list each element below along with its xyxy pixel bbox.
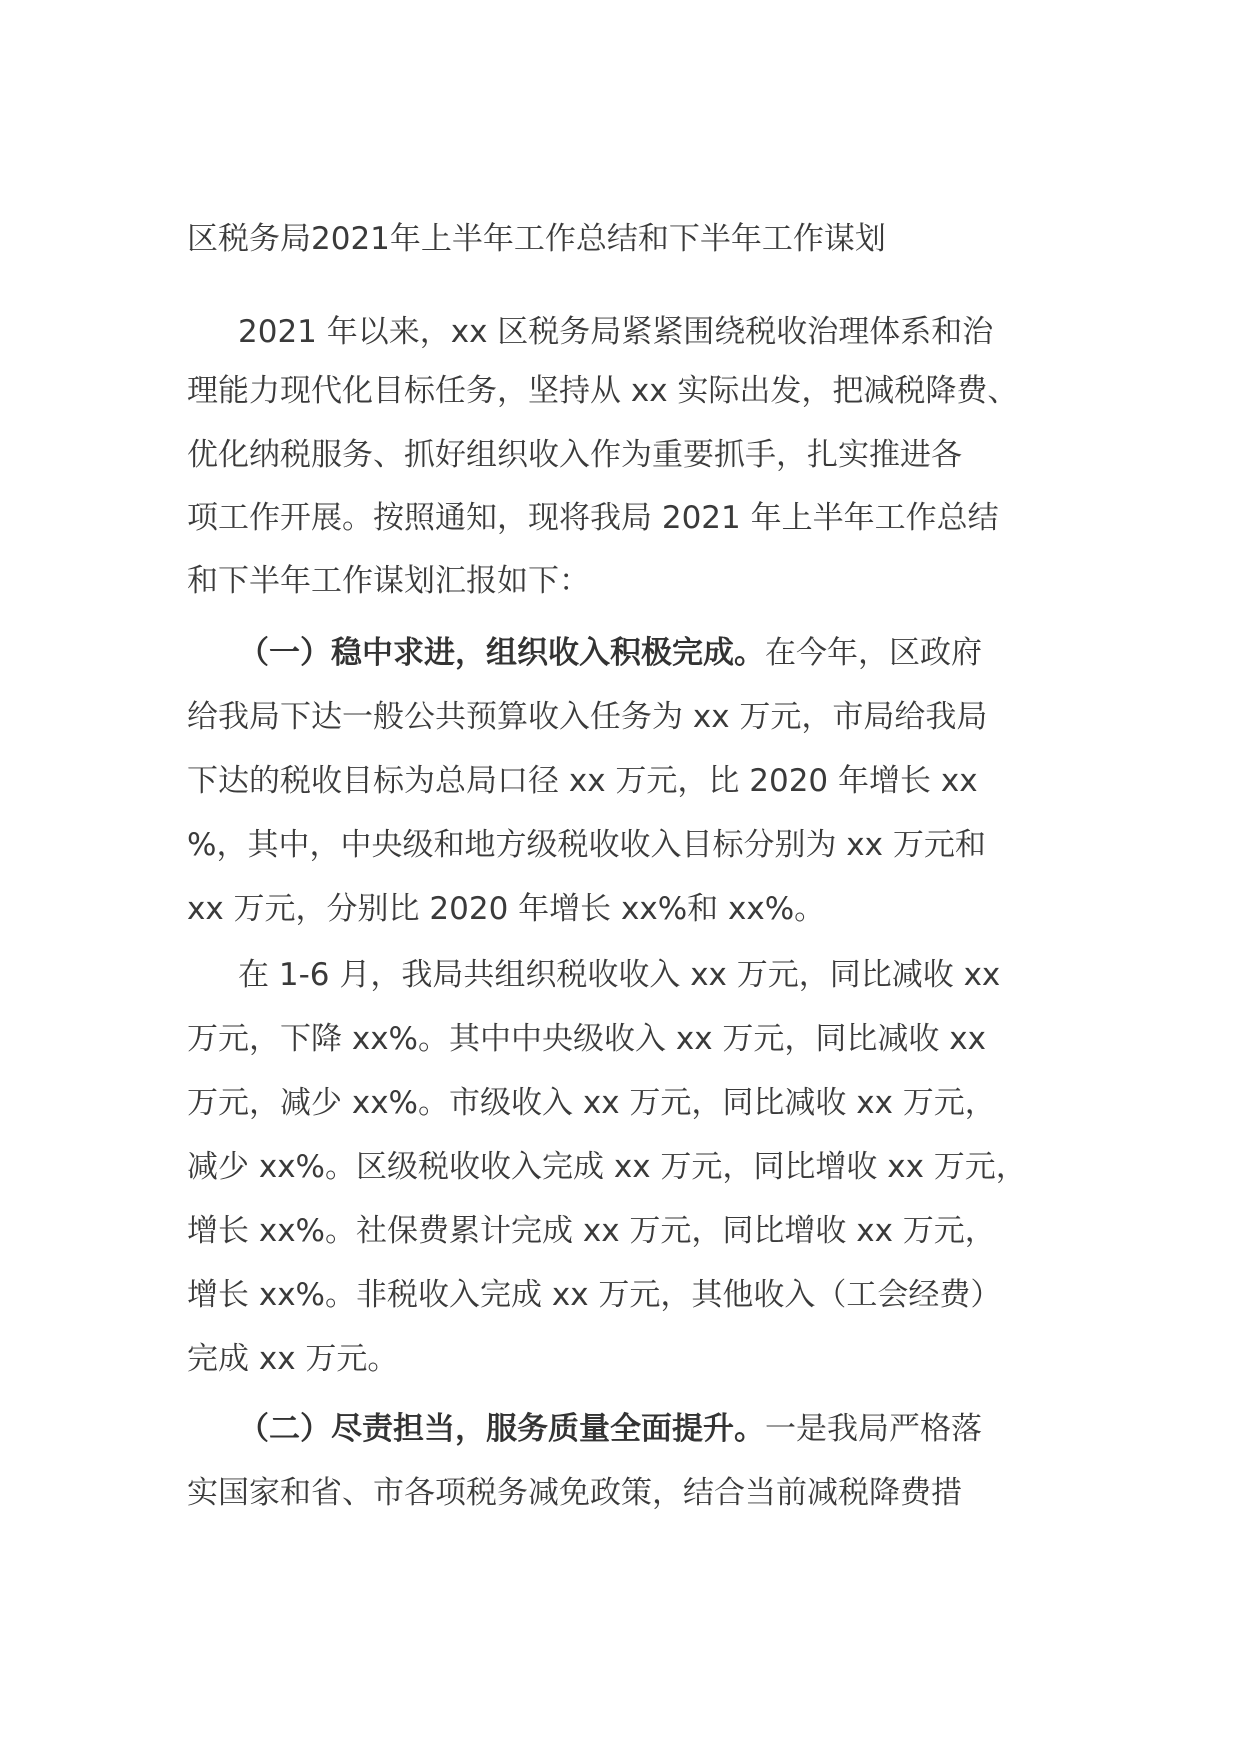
- section-1-heading: （一）稳中求进，组织收入积极完成。: [238, 635, 765, 671]
- intro-line-5: 和下半年工作谋划汇报如下：: [187, 563, 590, 599]
- paragraph-2-line-6: 增长 xx%。非税收入完成 xx 万元，其他收入（工会经费）: [187, 1277, 1002, 1313]
- section-1-line-5: xx 万元，分别比 2020 年增长 xx%和 xx%。: [187, 891, 826, 927]
- section-1-line-2: 给我局下达一般公共预算收入任务为 xx 万元，市局给我局: [187, 699, 988, 735]
- section-1-line-4: %，其中，中央级和地方级税收收入目标分别为 xx 万元和: [187, 827, 986, 863]
- intro-line-2: 理能力现代化目标任务，坚持从 xx 实际出发，把减税降费、: [187, 373, 1019, 409]
- section-2-line-2: 实国家和省、市各项税务减免政策，结合当前减税降费措: [187, 1475, 962, 1511]
- paragraph-2-line-4: 减少 xx%。区级税收收入完成 xx 万元，同比增收 xx 万元，: [187, 1149, 1027, 1185]
- paragraph-2-line-1: 在 1-6 月，我局共组织税收收入 xx 万元，同比减收 xx: [238, 957, 1001, 993]
- section-2-first-line-text: 一是我局严格落: [765, 1411, 982, 1447]
- section-2-first-line: [238, 1404, 982, 1454]
- section-1-first-line: [238, 628, 982, 678]
- paragraph-2-line-5: 增长 xx%。社保费累计完成 xx 万元，同比增收 xx 万元，: [187, 1213, 996, 1249]
- paragraph-2-line-2: 万元，下降 xx%。其中中央级收入 xx 万元，同比减收 xx: [187, 1021, 986, 1057]
- section-2-heading: （二）尽责担当，服务质量全面提升。: [238, 1411, 765, 1447]
- section-1-first-line-text: 在今年，区政府: [765, 635, 982, 671]
- document-title: 区税务局2021年上半年工作总结和下半年工作谋划: [187, 221, 886, 257]
- paragraph-2-line-7: 完成 xx 万元。: [187, 1341, 399, 1377]
- intro-line-1: 2021 年以来，xx 区税务局紧紧围绕税收治理体系和治: [238, 314, 994, 350]
- intro-line-4: 项工作开展。按照通知，现将我局 2021 年上半年工作总结: [187, 500, 999, 536]
- paragraph-2-line-3: 万元，减少 xx%。市级收入 xx 万元，同比减收 xx 万元，: [187, 1085, 996, 1121]
- intro-line-3: 优化纳税服务、抓好组织收入作为重要抓手，扎实推进各: [187, 437, 962, 473]
- section-1-line-3: 下达的税收目标为总局口径 xx 万元，比 2020 年增长 xx: [187, 763, 978, 799]
